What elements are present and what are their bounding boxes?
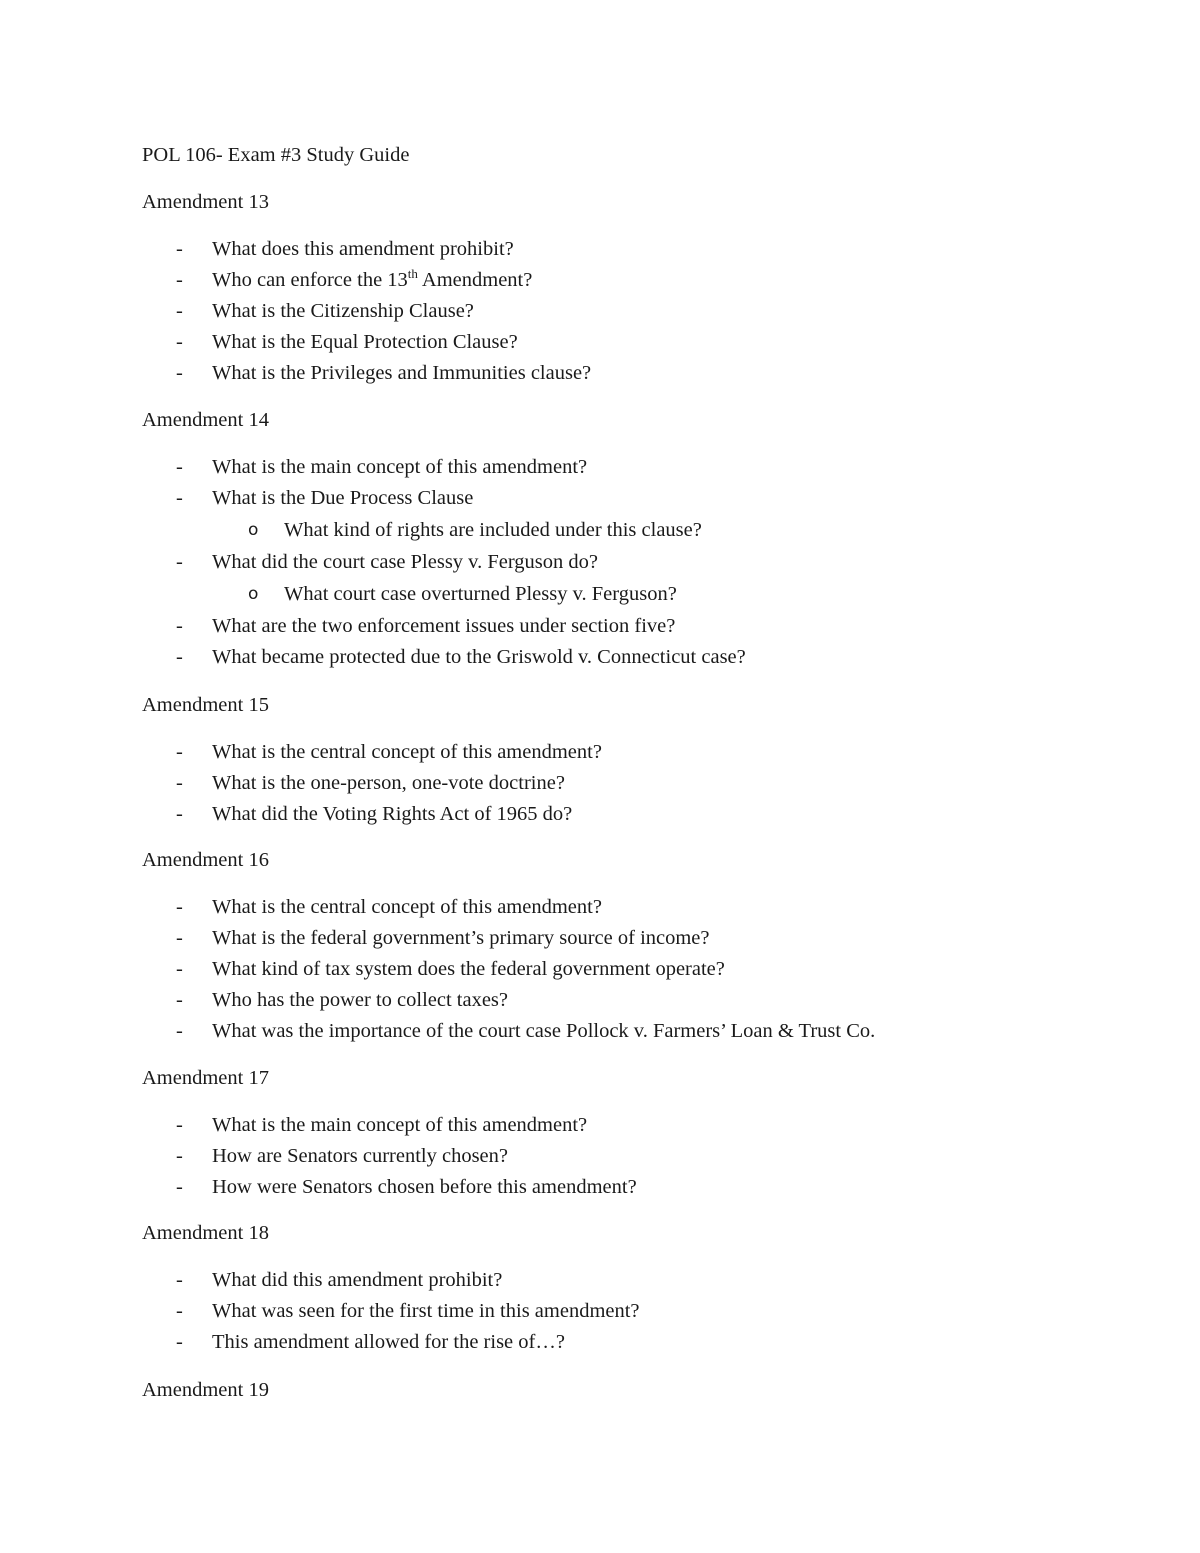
list-item: [142, 642, 1142, 673]
document-title: POL 106- Exam #3 Study Guide: [142, 144, 410, 166]
question-text: What was the importance of the court case Pollock v. Farmers’ Loan & Trust Co.: [212, 1020, 876, 1042]
question-text: Who has the power to collect taxes?: [212, 989, 508, 1011]
list-item: [142, 327, 1142, 358]
question-text: What are the two enforcement issues under section five?: [212, 615, 676, 637]
dash-bullet: -: [176, 1176, 183, 1198]
sub-question-text: What kind of rights are included under this clause?: [284, 519, 702, 541]
list-item: [142, 1141, 1142, 1172]
list-item: [142, 954, 1142, 985]
question-text: How were Senators chosen before this amendment?: [212, 1176, 637, 1198]
list-item: [142, 358, 1142, 389]
question-text: What did the Voting Rights Act of 1965 do?: [212, 803, 573, 825]
section-heading: Amendment 15: [142, 694, 269, 716]
list-item: [142, 611, 1142, 642]
list-item: [142, 296, 1142, 327]
list-item: [142, 547, 1142, 578]
question-text: What is the Equal Protection Clause?: [212, 331, 518, 353]
dash-bullet: -: [176, 487, 183, 509]
list-item: [142, 452, 1142, 483]
sub-list-item: [142, 514, 1142, 547]
question-list: [142, 452, 1142, 673]
list-item: [142, 1265, 1142, 1296]
dash-bullet: -: [176, 1269, 183, 1291]
section-heading: Amendment 16: [142, 849, 269, 871]
sub-list-item: [142, 578, 1142, 611]
list-item: [142, 483, 1142, 514]
question-text: What did the court case Plessy v. Ferguson do?: [212, 551, 599, 573]
question-text: What is the central concept of this amendment?: [212, 741, 602, 763]
question-text: What kind of tax system does the federal government operate?: [212, 958, 725, 980]
dash-bullet: -: [176, 331, 183, 353]
list-item: [142, 799, 1142, 830]
question-list: [142, 1110, 1142, 1203]
section-amendment-14: [142, 405, 1142, 673]
dash-bullet: -: [176, 958, 183, 980]
list-item: [142, 234, 1142, 265]
section-amendment-16: [142, 845, 1142, 1047]
question-text: What is the main concept of this amendment?: [212, 456, 588, 478]
question-text: What is the one-person, one-vote doctrine?: [212, 772, 565, 794]
list-item: [142, 768, 1142, 799]
dash-bullet: -: [176, 927, 183, 949]
dash-bullet: -: [176, 362, 183, 384]
dash-bullet: -: [176, 1331, 183, 1353]
section-heading: Amendment 19: [142, 1379, 269, 1401]
question-text-part: Amendment?: [417, 269, 533, 291]
question-list: [142, 1265, 1142, 1358]
list-item: [142, 892, 1142, 923]
section-amendment-13: [142, 187, 1142, 389]
list-item: [142, 737, 1142, 768]
question-text-part: Who can enforce the 13: [212, 269, 408, 291]
question-text: What is the federal government’s primary source of income?: [212, 927, 710, 949]
dash-bullet: -: [176, 896, 183, 918]
ordinal-superscript: th: [407, 266, 418, 281]
dash-bullet: -: [176, 646, 183, 668]
question-text: How are Senators currently chosen?: [212, 1145, 508, 1167]
question-text: [212, 265, 532, 296]
dash-bullet: -: [176, 269, 183, 291]
list-item: [142, 1110, 1142, 1141]
question-text: What did this amendment prohibit?: [212, 1269, 503, 1291]
dash-bullet: -: [176, 615, 183, 637]
section-amendment-18: [142, 1218, 1142, 1358]
section-heading: Amendment 13: [142, 191, 269, 213]
question-text: What is the central concept of this amendment?: [212, 896, 602, 918]
list-item: [142, 923, 1142, 954]
dash-bullet: -: [176, 1145, 183, 1167]
question-text: What is the Privileges and Immunities clause?: [212, 362, 592, 384]
dash-bullet: -: [176, 300, 183, 322]
list-item: [142, 1172, 1142, 1203]
dash-bullet: -: [176, 741, 183, 763]
section-heading: Amendment 14: [142, 409, 269, 431]
section-amendment-17: [142, 1063, 1142, 1203]
question-text: What became protected due to the Griswold v. Connecticut case?: [212, 646, 746, 668]
question-text: What does this amendment prohibit?: [212, 238, 514, 260]
list-item: [142, 265, 1142, 296]
dash-bullet: -: [176, 238, 183, 260]
dash-bullet: -: [176, 989, 183, 1011]
list-item: [142, 985, 1142, 1016]
dash-bullet: -: [176, 772, 183, 794]
question-text: This amendment allowed for the rise of…?: [212, 1331, 565, 1353]
circle-bullet: o: [248, 520, 259, 540]
question-text: What was seen for the first time in this amendment?: [212, 1300, 640, 1322]
dash-bullet: -: [176, 1020, 183, 1042]
section-amendment-19: [142, 1375, 1142, 1406]
question-text: What is the main concept of this amendment?: [212, 1114, 588, 1136]
question-list: [142, 737, 1142, 830]
dash-bullet: -: [176, 1114, 183, 1136]
section-heading: Amendment 17: [142, 1067, 269, 1089]
question-list: [142, 234, 1142, 389]
dash-bullet: -: [176, 803, 183, 825]
question-text: What is the Due Process Clause: [212, 487, 474, 509]
question-list: [142, 892, 1142, 1047]
sub-question-text: What court case overturned Plessy v. Ferguson?: [284, 583, 677, 605]
section-amendment-15: [142, 690, 1142, 830]
list-item: [142, 1327, 1142, 1358]
list-item: [142, 1016, 1142, 1047]
section-heading: Amendment 18: [142, 1222, 269, 1244]
dash-bullet: -: [176, 1300, 183, 1322]
dash-bullet: -: [176, 456, 183, 478]
circle-bullet: o: [248, 584, 259, 604]
question-text: What is the Citizenship Clause?: [212, 300, 474, 322]
list-item: [142, 1296, 1142, 1327]
dash-bullet: -: [176, 551, 183, 573]
